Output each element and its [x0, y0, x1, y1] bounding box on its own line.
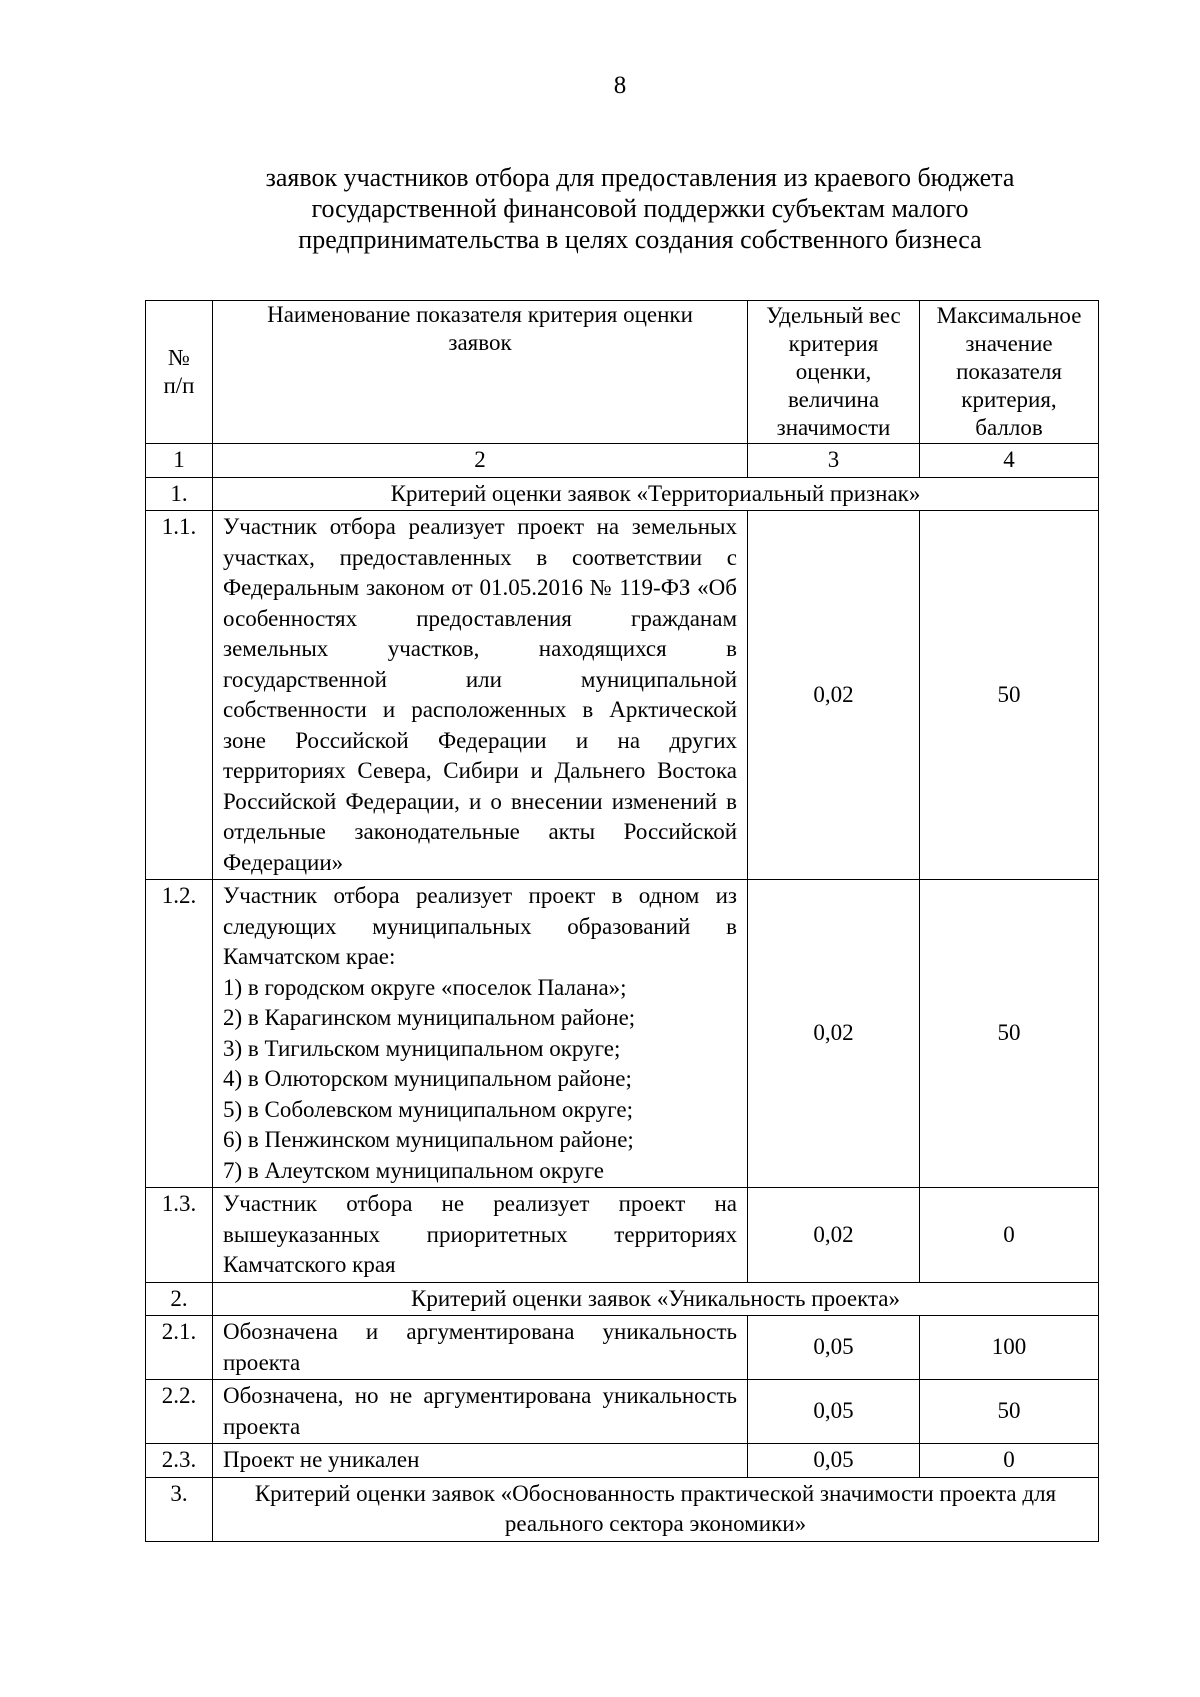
criteria-table — [145, 300, 1099, 1542]
item-max: 100 — [920, 1316, 1099, 1380]
page-number: 8 — [613, 72, 627, 99]
list-item: 5) в Соболевском муниципальном округе; — [223, 1096, 634, 1122]
column-index: 4 — [920, 444, 1099, 478]
document-heading — [180, 162, 1100, 255]
table-row — [146, 511, 1099, 880]
column-index: 2 — [213, 444, 748, 478]
item-intro: Участник отбора реализует проект в одном из следующих муниципальных образований в Камчатском крае: — [223, 883, 737, 969]
header-indicator-name: Наименование показателя критерия оценки заявок — [213, 301, 748, 444]
list-item: 1) в городском округе «поселок Палана»; — [223, 974, 627, 1000]
item-weight: 0,05 — [748, 1380, 920, 1444]
item-text: Обозначена, но не аргументирована уникальность проекта — [213, 1380, 748, 1444]
list-item: 3) в Тигильском муниципальном округе; — [223, 1035, 621, 1061]
list-item: 4) в Олюторском муниципальном районе; — [223, 1066, 632, 1091]
item-number: 2.2. — [146, 1380, 213, 1444]
column-index-row — [146, 444, 1099, 478]
item-max: 0 — [920, 1444, 1099, 1478]
section-row — [146, 1282, 1099, 1316]
item-weight: 0,02 — [748, 511, 920, 880]
section-row — [146, 1477, 1099, 1541]
item-number: 1.2. — [146, 880, 213, 1188]
item-weight: 0,02 — [748, 880, 920, 1188]
item-text: Участник отбора не реализует проект на вышеуказанных приоритетных территориях Камчатского края — [213, 1188, 748, 1283]
header-number: № п/п — [146, 301, 213, 444]
section-title: Критерий оценки заявок «Уникальность проекта» — [213, 1282, 1099, 1316]
list-item: 7) в Алеутском муниципальном округе — [223, 1157, 605, 1183]
item-max: 50 — [920, 880, 1099, 1188]
item-number: 1.1. — [146, 511, 213, 880]
column-index: 3 — [748, 444, 920, 478]
header-weight: Удельный вес критерия оценки, величина значимости — [748, 301, 920, 444]
item-text: Проект не уникален — [213, 1444, 748, 1478]
item-weight: 0,02 — [748, 1188, 920, 1283]
table-row — [146, 1444, 1099, 1478]
list-item: 6) в Пенжинском муниципальном районе; — [223, 1127, 634, 1152]
item-weight: 0,05 — [748, 1316, 920, 1380]
item-number: 2.1. — [146, 1316, 213, 1380]
item-number: 2.3. — [146, 1444, 213, 1478]
section-row — [146, 477, 1099, 511]
item-max: 50 — [920, 511, 1099, 880]
section-title: Критерий оценки заявок «Территориальный признак» — [213, 477, 1099, 511]
section-number: 3. — [146, 1477, 213, 1541]
section-number: 1. — [146, 477, 213, 511]
table-row — [146, 880, 1099, 1188]
item-max: 0 — [920, 1188, 1099, 1283]
table-header-row — [146, 301, 1099, 444]
item-weight: 0,05 — [748, 1444, 920, 1478]
item-text — [213, 880, 748, 1188]
heading-line: заявок участников отбора для предоставления из краевого бюджета — [265, 163, 1015, 192]
section-number: 2. — [146, 1282, 213, 1316]
heading-line: предпринимательства в целях создания собственного бизнеса — [298, 225, 982, 254]
table-row — [146, 1380, 1099, 1444]
item-text: Обозначена и аргументирована уникальность проекта — [213, 1316, 748, 1380]
item-number: 1.3. — [146, 1188, 213, 1283]
header-max-value: Максимальное значение показателя критерия, баллов — [920, 301, 1099, 444]
column-index: 1 — [146, 444, 213, 478]
list-item: 2) в Карагинском муниципальном районе; — [223, 1005, 636, 1030]
table-row — [146, 1316, 1099, 1380]
section-title: Критерий оценки заявок «Обоснованность практической значимости проекта для реального сектора экономики» — [213, 1477, 1099, 1541]
item-max: 50 — [920, 1380, 1099, 1444]
heading-line: государственной финансовой поддержки субъектам малого — [311, 194, 969, 223]
table-row — [146, 1188, 1099, 1283]
item-text: Участник отбора реализует проект на земельных участках, предоставленных в соответствии с Федеральным законом от 01.05.2016 № 119-ФЗ «Об особенностях предоставления гражданам земельных участков, находящихся в государственной или муниципальной собственности и расположенных в Арктической зоне Российской Федерации и на других территориях Севера, Сибири и Дальнего Востока Российской Федерации, и о внесении изменений в отдельные законодательные акты Российской Федерации» — [213, 511, 748, 880]
